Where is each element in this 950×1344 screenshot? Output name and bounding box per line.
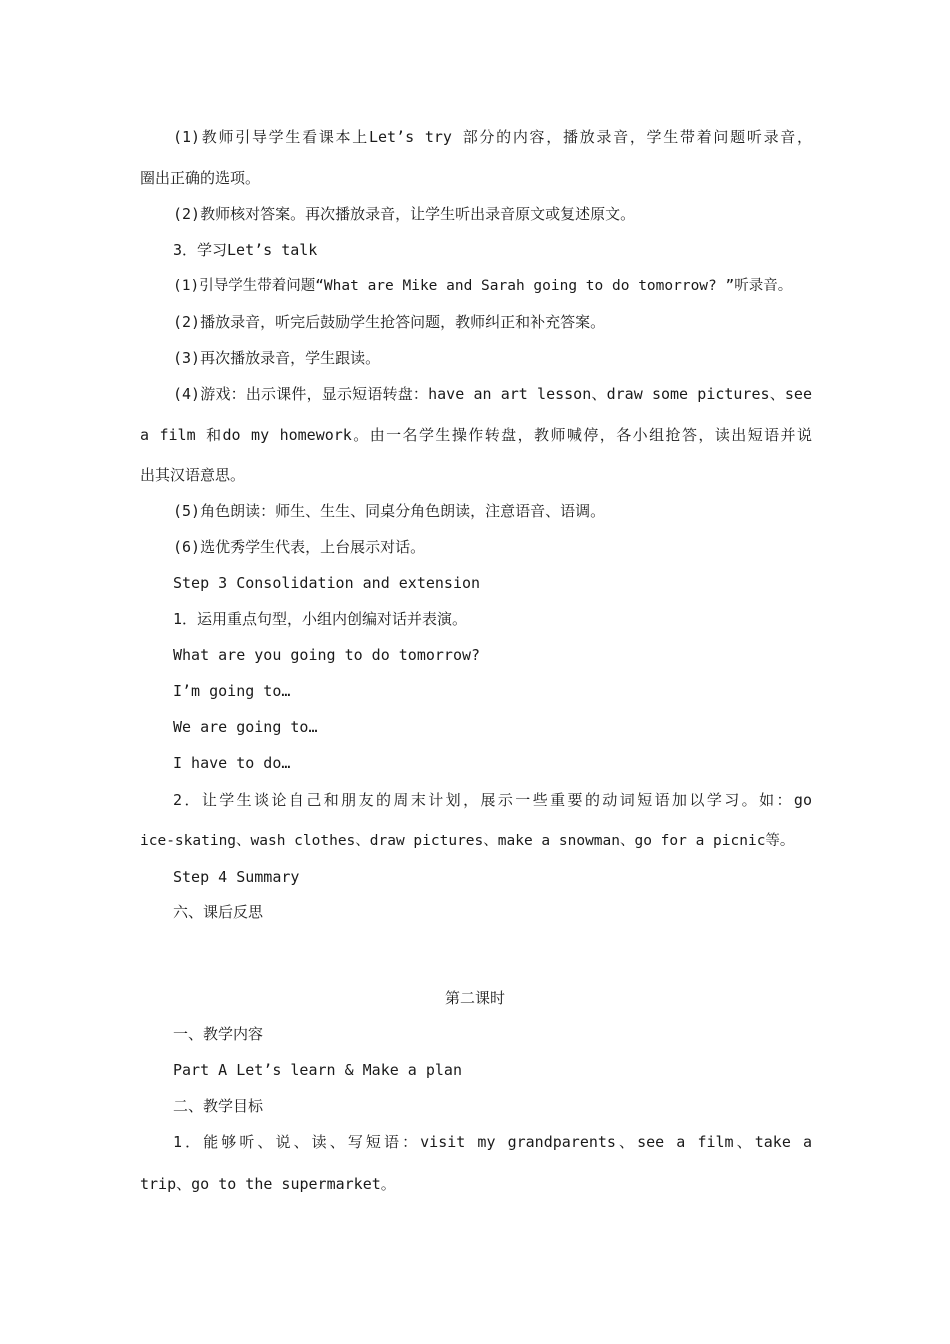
section-heading: Step 3 Consolidation and extension (173, 574, 481, 592)
paragraph-line: trip、go to the supermarket。 (140, 1175, 396, 1193)
paragraph-line: Part A Let’s learn & Make a plan (173, 1061, 462, 1079)
paragraph-line: (5)角色朗读：师生、生生、同桌分角色朗读，注意语音、语调。 (173, 502, 606, 520)
section-heading: 一、教学内容 (173, 1025, 264, 1043)
step-heading: 3．学习Let’s talk (173, 241, 318, 259)
paragraph-line: (2)播放录音，听完后鼓励学生抢答问题，教师纠正和补充答案。 (173, 313, 606, 331)
paragraph-line: 1．能够听、说、读、写短语：visit my grandparents、see a film、take a (173, 1133, 812, 1151)
example-sentence: What are you going to do tomorrow? (173, 646, 481, 664)
paragraph-line: (6)选优秀学生代表，上台展示对话。 (173, 538, 426, 556)
section-heading: Step 4 Summary (173, 868, 300, 886)
paragraph-line: (3)再次播放录音，学生跟读。 (173, 349, 381, 367)
paragraph-line: 1．运用重点句型，小组内创编对话并表演。 (173, 610, 468, 628)
paragraph-line: (1)教师引导学生看课本上Let’s try 部分的内容，播放录音，学生带着问题听录音， (173, 128, 812, 146)
paragraph-line: (4)游戏：出示课件，显示短语转盘：have an art lesson、draw some pictures、see (173, 385, 812, 403)
paragraph-line: 出其汉语意思。 (140, 466, 246, 484)
paragraph-line: (2)教师核对答案。再次播放录音，让学生听出录音原文或复述原文。 (173, 205, 636, 223)
paragraph-line: ice-skating、wash clothes、draw pictures、make a snowman、go for a picnic等。 (140, 833, 795, 849)
section-heading: 六、课后反思 (173, 903, 264, 921)
section-heading: 二、教学目标 (173, 1097, 264, 1115)
example-sentence: I have to do… (173, 754, 291, 772)
paragraph-line: (1)引导学生带着问题“What are Mike and Sarah going to do tomorrow? ”听录音。 (173, 278, 793, 294)
paragraph-line: 圈出正确的选项。 (140, 169, 261, 187)
lesson-title: 第二课时 (444, 989, 505, 1007)
paragraph-line: a film 和do my homework。由一名学生操作转盘，教师喊停，各小组抢答，读出短语并说 (140, 426, 812, 444)
paragraph-line: 2．让学生谈论自己和朋友的周末计划，展示一些重要的动词短语加以学习。如：go (173, 791, 812, 809)
example-sentence: We are going to… (173, 718, 318, 736)
example-sentence: I’m going to… (173, 682, 291, 700)
